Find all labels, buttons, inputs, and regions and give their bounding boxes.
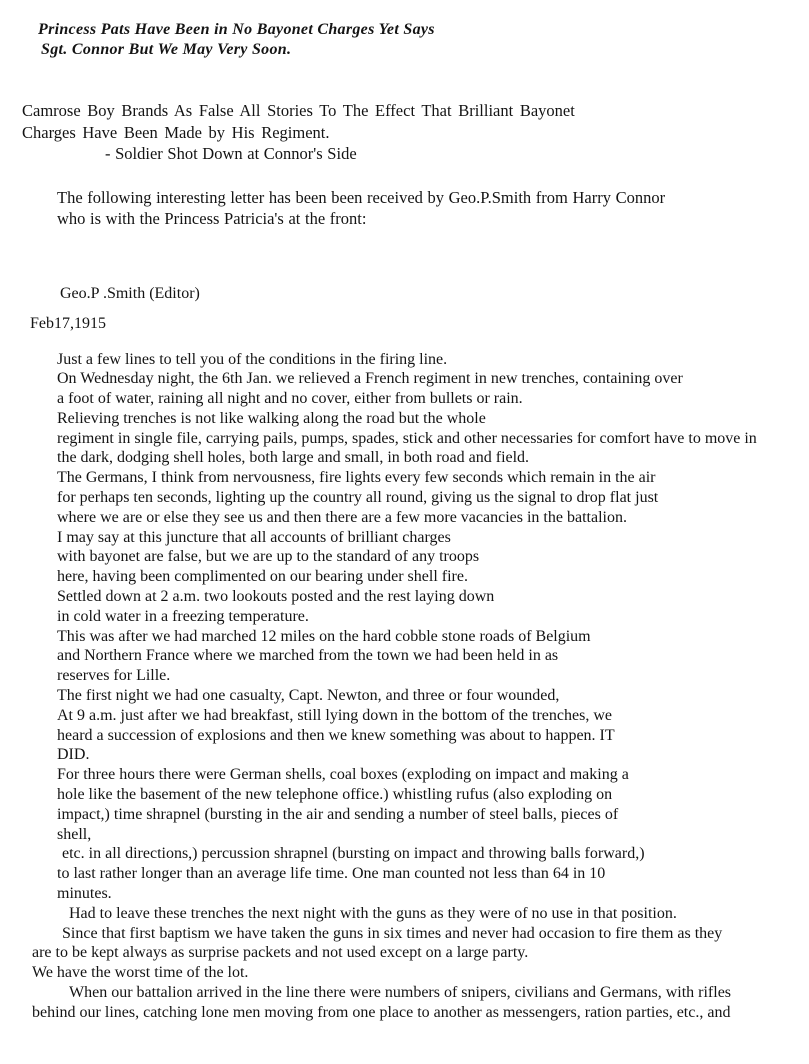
letter-line: The Germans, I think from nervousness, fire lights every few seconds which remain in the air (57, 469, 656, 487)
letter-line: a foot of water, raining all night and no cover, either from bullets or rain. (57, 390, 523, 408)
letter-line: We have the worst time of the lot. (32, 964, 249, 982)
intro-line: The following interesting letter has been been received by Geo.P.Smith from Harry Connor (57, 187, 666, 207)
intro-paragraph (57, 187, 809, 229)
letter-line: shell, (57, 825, 92, 843)
letter-line: DID. (57, 746, 90, 764)
letter-line: Settled down at 2 a.m. two lookouts posted and the rest laying down (57, 588, 495, 606)
letter-date: Feb17,1915 (30, 314, 106, 332)
letter-line: At 9 a.m. just after we had breakfast, still lying down in the bottom of the trenches, we (57, 706, 612, 724)
letter-line: here, having been complimented on our bearing under shell fire. (57, 568, 468, 586)
letter-line: to last rather longer than an average life time. One man counted not less than 64 in 10 (57, 865, 606, 883)
letter-line: When our battalion arrived in the line there were numbers of snipers, civilians and Germans, with rifles (69, 984, 732, 1001)
letter-line: behind our lines, catching lone men moving from one place to another as messengers, ration parties, etc., and (32, 1003, 731, 1021)
letter-line: heard a succession of explosions and then we knew something was about to happen. IT (57, 726, 615, 744)
intro-line: who is with the Princess Patricia's at the front: (57, 208, 367, 228)
letter-line: with bayonet are false, but we are up to the standard of any troops (57, 548, 480, 566)
subheadline-line: Camrose Boy Brands As False All Stories To The Effect That Brilliant Bayonet (22, 101, 575, 120)
letter-line: the dark, dodging shell holes, both large and small, in both road and field. (57, 449, 530, 467)
letter-line: I may say at this juncture that all accounts of brilliant charges (57, 528, 451, 546)
letter-line: reserves for Lille. (57, 667, 171, 685)
letter-line: and Northern France where we marched from the town we had been held in as (57, 647, 559, 665)
letter-line: hole like the basement of the new telephone office.) whistling rufus (also exploding on (57, 786, 613, 804)
letter-line: are to be kept always as surprise packets and not used except on a large party. (32, 944, 529, 962)
subheadline (22, 100, 809, 165)
letter-line: The first night we had one casualty, Capt. Newton, and three or four wounded, (57, 687, 560, 705)
letter-line: minutes. (57, 885, 112, 903)
headline-line: Princess Pats Have Been in No Bayonet Charges Yet Says (38, 21, 435, 38)
letter-line: etc. in all directions,) percussion shrapnel (bursting on impact and throwing balls forward,) (62, 845, 645, 863)
letter-line: where we are or else they see us and then there are a few more vacancies in the battalion. (57, 508, 627, 526)
letter-line: for perhaps ten seconds, lighting up the country all round, giving us the signal to drop flat just (57, 489, 659, 507)
letter-line: Had to leave these trenches the next night with the guns as they were of no use in that position. (69, 904, 677, 922)
headline-line: Sgt. Connor But We May Very Soon. (41, 41, 292, 58)
letter-body (0, 350, 809, 1023)
letter-line: Relieving trenches is not like walking along the road but the whole (57, 409, 486, 427)
subheadline-byline: - Soldier Shot Down at Connor's Side (105, 144, 357, 163)
letter-line: regiment in single file, carrying pails, pumps, spades, stick and other necessaries for comfort have to move in (57, 429, 757, 447)
letter-line: This was after we had marched 12 miles on the hard cobble stone roads of Belgium (57, 627, 591, 645)
letter-line: Since that first baptism we have taken the guns in six times and never had occasion to fire them as they (62, 924, 723, 942)
subheadline-line: Charges Have Been Made by His Regiment. (22, 122, 330, 142)
letter-line: Just a few lines to tell you of the conditions in the firing line. (57, 350, 448, 368)
letter-line: impact,) time shrapnel (bursting in the air and sending a number of steel balls, pieces of (57, 805, 619, 823)
headline (38, 20, 809, 60)
letter-line: For three hours there were German shells, coal boxes (exploding on impact and making a (57, 766, 629, 784)
letter-line: On Wednesday night, the 6th Jan. we relieved a French regiment in new trenches, containing over (57, 370, 683, 388)
editor-attribution: Geo.P .Smith (Editor) (60, 284, 200, 302)
letter-line: in cold water in a freezing temperature. (57, 607, 309, 625)
